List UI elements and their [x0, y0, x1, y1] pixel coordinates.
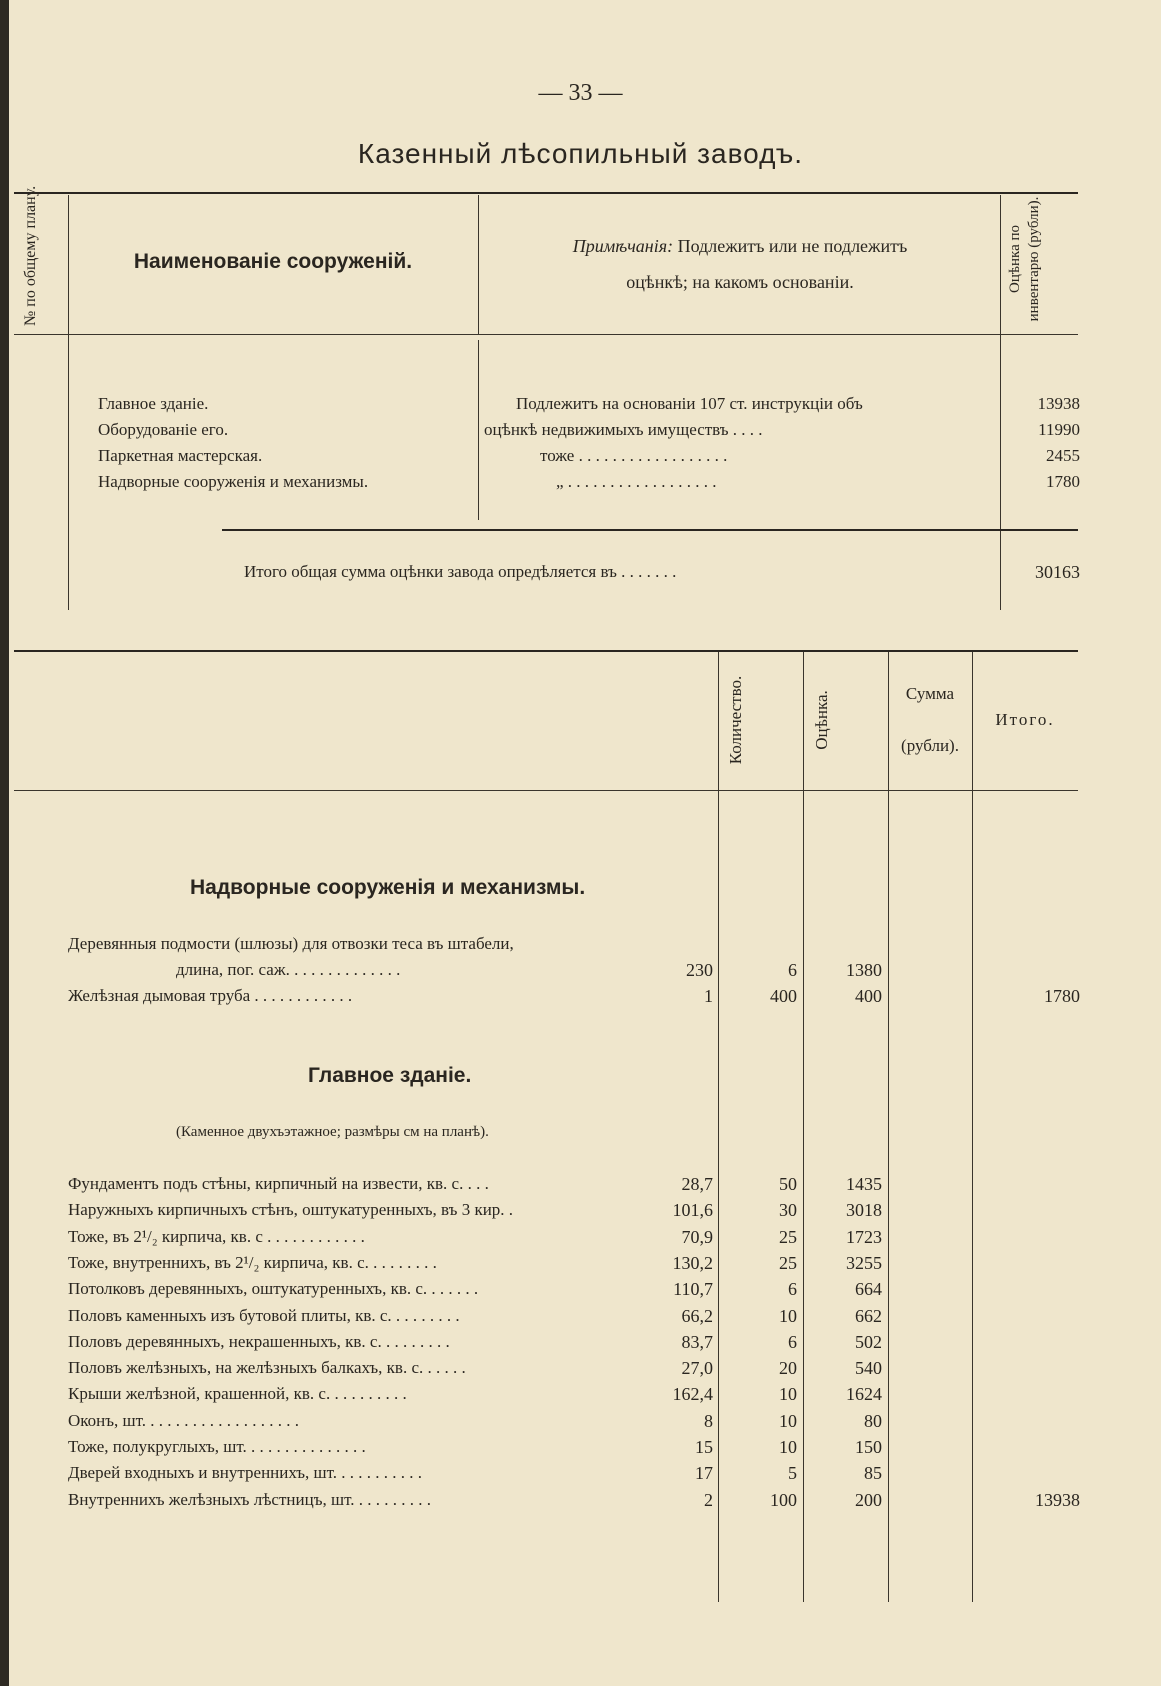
table-row — [0, 1463, 1161, 1489]
row-rate: 50 — [779, 1174, 797, 1194]
summary-row-value: 1780 — [1046, 472, 1080, 491]
summary-row-note: „ . . . . . . . . . . . . . . . . . . — [556, 472, 717, 491]
header-notes-italic: Примѣчанія: — [572, 236, 674, 256]
row-label: Половъ деревянныхъ, некрашенныхъ, кв. с. . . . . . . . . — [68, 1331, 450, 1351]
header-sum-line2: (рубли). — [901, 736, 959, 755]
table-row — [0, 960, 1161, 986]
row-label: Желѣзная дымовая труба . . . . . . . . . . . . — [68, 986, 353, 1005]
section-subtitle: (Каменное двухъэтажное; размѣры см на планѣ). — [176, 1124, 489, 1140]
row-label: Тоже, полукруглыхъ, шт. . . . . . . . . . . . . . . — [68, 1437, 366, 1456]
row-qty: 162,4 — [672, 1384, 713, 1405]
row-label: Фундаментъ подъ стѣны, кирпичный на извести, кв. с. . . . — [68, 1174, 489, 1193]
section-title: Главное зданіе. — [308, 1064, 472, 1087]
row-sum: 400 — [855, 986, 882, 1006]
row-sum: 1435 — [846, 1174, 882, 1194]
row-rate: 30 — [779, 1200, 797, 1221]
row-qty: 110,7 — [673, 1279, 713, 1300]
header-notes — [480, 236, 1000, 257]
table-row — [0, 1437, 1161, 1463]
row-sum: 3255 — [846, 1252, 882, 1273]
header-name: Наименованіе сооруженій. — [133, 250, 413, 273]
row-rate: 20 — [779, 1358, 797, 1379]
row-qty: 130,2 — [672, 1252, 713, 1273]
summary-row-name: Надворные сооруженія и механизмы. — [98, 472, 369, 491]
row-sum: 200 — [855, 1489, 882, 1510]
table-row — [0, 1200, 1161, 1226]
col-divider — [478, 340, 479, 520]
summary-row-note: Подлежитъ на основаніи 107 ст. инструкціи объ — [516, 394, 863, 413]
table-row — [0, 1358, 1161, 1384]
row-sum: 1380 — [846, 960, 882, 980]
header-bottom-rule — [14, 334, 1078, 335]
row-qty: 2 — [704, 1489, 713, 1510]
row-total: 13938 — [1035, 1489, 1080, 1510]
summary-row-value: 11990 — [1038, 420, 1080, 439]
page-title: Казенный лѣсопильный заводъ. — [357, 138, 804, 169]
row-qty: 8 — [704, 1410, 713, 1431]
table-row — [0, 1306, 1161, 1332]
row-sum: 1723 — [846, 1226, 882, 1247]
summary-row-value: 2455 — [1046, 446, 1080, 465]
row-rate: 100 — [770, 1489, 797, 1510]
row-qty: 70,9 — [681, 1226, 713, 1247]
total-rule — [222, 529, 1078, 531]
row-rate: 10 — [779, 1437, 797, 1457]
row-sum: 85 — [864, 1463, 882, 1484]
row-rate: 10 — [779, 1410, 797, 1431]
row-label: Внутреннихъ желѣзныхъ лѣстницъ, шт. . . . . . . . . . — [68, 1489, 431, 1509]
row-sum: 540 — [855, 1358, 882, 1379]
row-rate: 6 — [788, 1331, 797, 1352]
summary-row-name: Оборудованіе его. — [98, 420, 229, 439]
row-rate: 400 — [770, 986, 797, 1006]
total-label: Итого общая сумма оцѣнки завода опредѣляется въ . . . . . . . — [244, 562, 677, 581]
table-row — [0, 1384, 1161, 1410]
header-notes-rest: Подлежитъ или не подлежитъ — [677, 236, 908, 256]
row-sum: 664 — [855, 1279, 882, 1300]
row-label: Деревянныя подмости (шлюзы) для отвозки теса въ штабели, — [68, 934, 514, 953]
row-label: Тоже, въ 2¹/₂ кирпича, кв. с . . . . . . . . . . . . — [68, 1226, 365, 1246]
row-sum: 3018 — [846, 1200, 882, 1221]
row-label: Половъ желѣзныхъ, на желѣзныхъ балкахъ, кв. с. . . . . . — [68, 1358, 466, 1378]
table-row — [0, 1490, 1161, 1516]
header-number: № по общему плану. — [22, 185, 39, 326]
row-sum: 662 — [855, 1305, 882, 1326]
row-label: Крыши желѣзной, крашенной, кв. с. . . . . . . . . . — [68, 1384, 407, 1404]
summary-row-note: оцѣнкѣ недвижимыхъ имуществъ . . . . — [484, 420, 763, 439]
table-row — [0, 1174, 1161, 1200]
summary-row-value: 13938 — [1037, 394, 1080, 413]
table-row — [0, 986, 1161, 1012]
row-label: Дверей входныхъ и внутреннихъ, шт. . . . . . . . . . . — [68, 1463, 422, 1483]
row-rate: 6 — [788, 960, 797, 980]
table-row — [0, 934, 1161, 960]
summary-row-note: тоже . . . . . . . . . . . . . . . . . . — [540, 446, 728, 465]
row-rate: 6 — [788, 1279, 797, 1300]
row-label: Наружныхъ кирпичныхъ стѣнъ, оштукатуренныхъ, въ 3 кир. . — [68, 1200, 514, 1220]
header-qty: Количество. — [726, 675, 745, 765]
header-value: Оцѣнка по инвентарю (рубли). — [1007, 196, 1042, 322]
col-divider — [478, 195, 479, 335]
row-sum: 1624 — [846, 1384, 882, 1405]
col-divider — [1000, 195, 1001, 610]
row-qty: 1 — [704, 986, 713, 1006]
header-sum-line1: Сумма — [905, 684, 955, 703]
row-rate: 25 — [779, 1252, 797, 1273]
table-row — [0, 1253, 1161, 1279]
detail-top-rule — [14, 650, 1078, 652]
row-qty: 17 — [695, 1463, 713, 1484]
row-label: Тоже, внутреннихъ, въ 2¹/₂ кирпича, кв. с. . . . . . . . . — [68, 1252, 437, 1272]
row-rate: 10 — [779, 1384, 797, 1405]
row-qty: 230 — [686, 960, 713, 980]
row-rate: 5 — [788, 1463, 797, 1484]
table-row — [0, 1332, 1161, 1358]
header-rate: Оцѣнка. — [812, 690, 831, 750]
header-notes-line2: оцѣнкѣ; на какомъ основаніи. — [626, 272, 854, 292]
row-rate: 25 — [779, 1226, 797, 1247]
table-row — [0, 1411, 1161, 1437]
summary-row-name: Паркетная мастерская. — [98, 446, 263, 465]
total-value: 30163 — [1035, 562, 1080, 582]
header-total: Итого. — [995, 710, 1055, 729]
row-qty: 83,7 — [681, 1331, 713, 1352]
row-qty: 28,7 — [681, 1174, 713, 1194]
page-number: — 33 — — [538, 80, 623, 106]
table-top-rule — [14, 192, 1078, 194]
row-label: Потолковъ деревянныхъ, оштукатуренныхъ, кв. с. . . . . . . — [68, 1279, 479, 1299]
section-title: Надворные сооруженія и механизмы. — [190, 876, 586, 899]
row-label: Оконъ, шт. . . . . . . . . . . . . . . . . . . — [68, 1410, 300, 1430]
table-row — [0, 1227, 1161, 1253]
row-sum: 80 — [864, 1410, 882, 1431]
row-sum: 150 — [855, 1437, 882, 1457]
row-sum: 502 — [855, 1331, 882, 1352]
row-rate: 10 — [779, 1305, 797, 1326]
detail-header-rule — [14, 790, 1078, 791]
table-row — [0, 1279, 1161, 1305]
row-qty: 66,2 — [681, 1305, 713, 1326]
summary-row-name: Главное зданіе. — [98, 394, 209, 413]
row-qty: 27,0 — [681, 1358, 713, 1379]
row-total: 1780 — [1044, 986, 1080, 1006]
row-qty: 15 — [695, 1437, 713, 1457]
row-qty: 101,6 — [672, 1200, 713, 1221]
row-label: длина, пог. саж. . . . . . . . . . . . . . — [176, 960, 401, 979]
row-label: Половъ каменныхъ изъ бутовой плиты, кв. с. . . . . . . . . — [68, 1305, 460, 1325]
